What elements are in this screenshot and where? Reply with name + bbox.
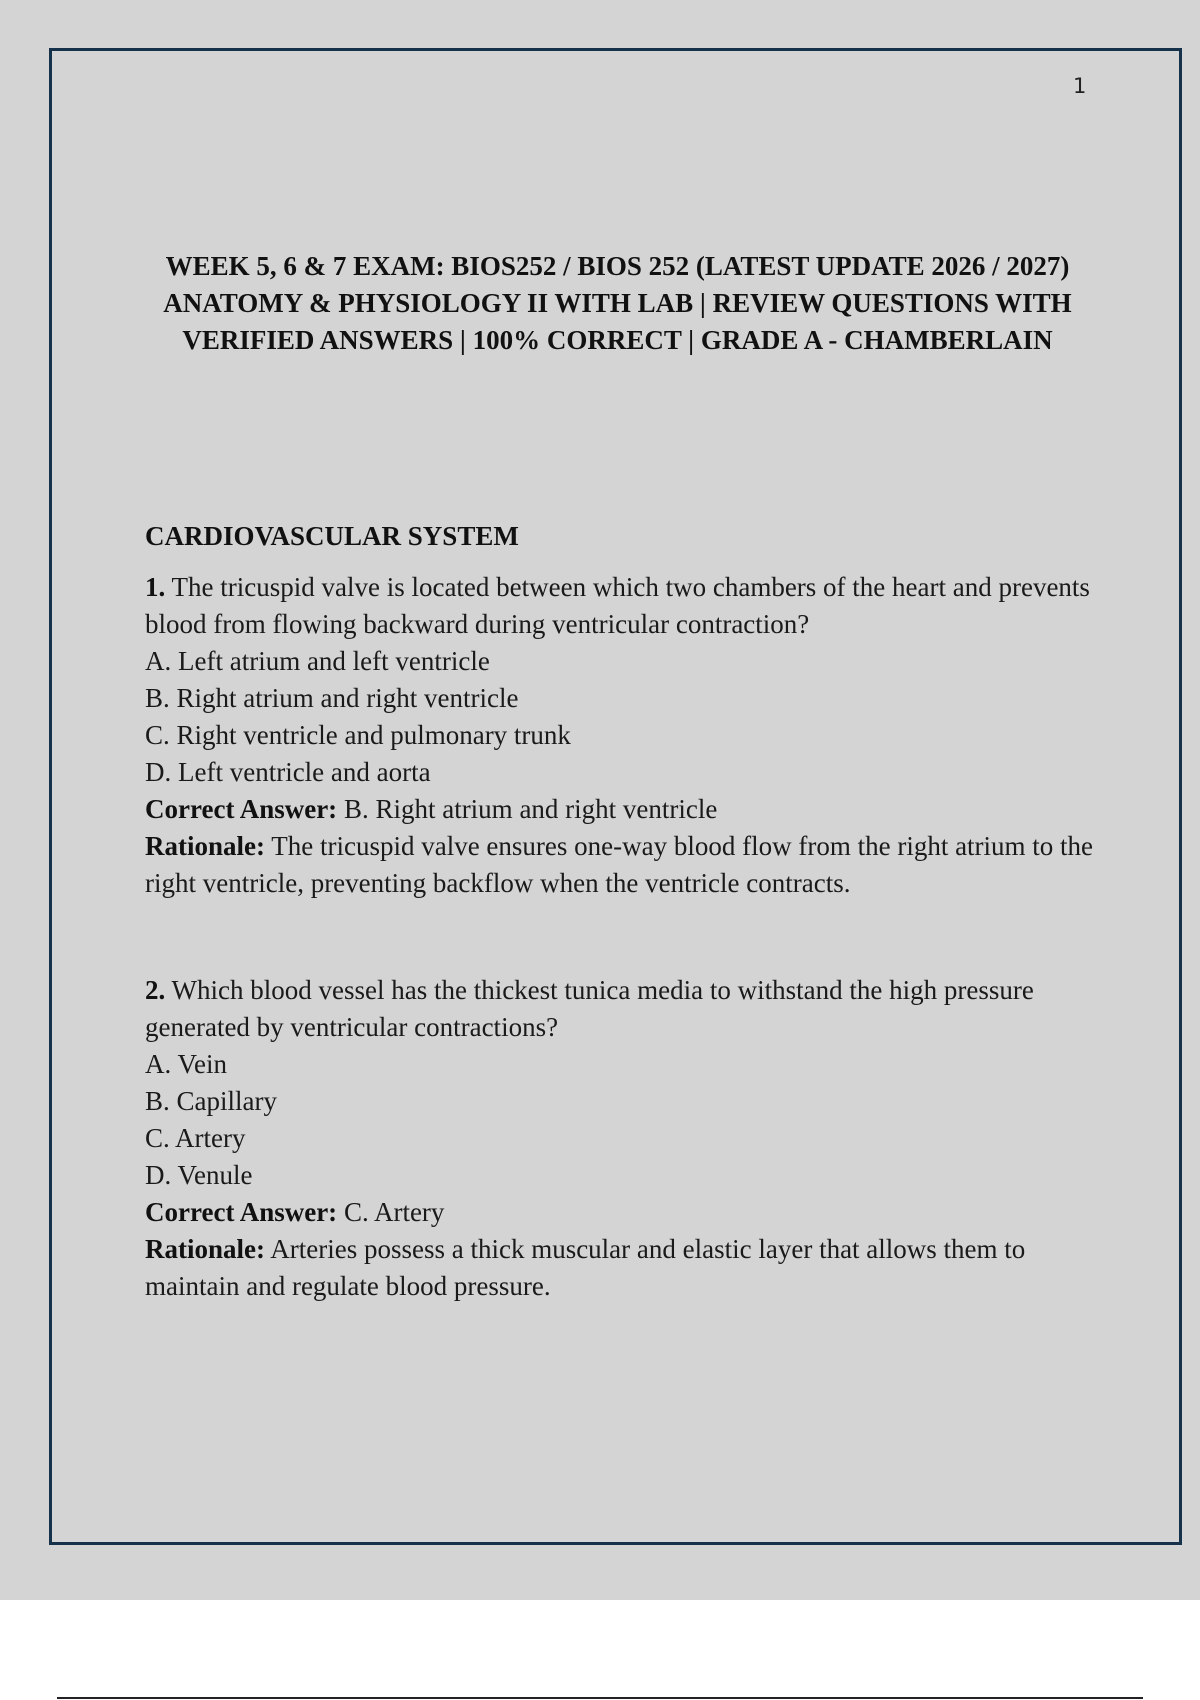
question-1-option-a: A. Left atrium and left ventricle [145,646,490,676]
question-2-rationale-text: Arteries possess a thick muscular and elastic layer that allows them to maintain and regulate blood pressure. [145,1234,1026,1301]
rationale-label: Rationale: [145,831,265,861]
correct-answer-label: Correct Answer: [145,1197,338,1227]
question-2-option-c: C. Artery [145,1123,246,1153]
question-1-answer-value: B. Right atrium and right ventricle [343,794,718,824]
question-1-rationale-text: The tricuspid valve ensures one-way blood flow from the right atrium to the right ventricle, preventing backflow when the ventricle contracts. [145,831,1094,898]
page-number: 1 [1073,74,1087,98]
question-1-stem [145,569,1100,643]
question-1-number: 1. [145,572,166,602]
question-1-text: The tricuspid valve is located between which two chambers of the heart and prevents blood from flowing backward during ventricular contraction? [145,572,1090,639]
question-1-rationale [145,828,1100,902]
question-1-option-c: C. Right ventricle and pulmonary trunk [145,720,571,750]
question-2-option-b: B. Capillary [145,1086,277,1116]
question-1-option-d: D. Left ventricle and aorta [145,757,431,787]
question-2-answer-value: C. Artery [343,1197,445,1227]
question-2-text: Which blood vessel has the thickest tunica media to withstand the high pressure generated by ventricular contractions? [145,975,1034,1042]
question-2-rationale [145,1231,1100,1305]
question-2-number: 2. [145,975,166,1005]
question-2-option-a: A. Vein [145,1049,228,1079]
section-heading: CARDIOVASCULAR SYSTEM [145,521,519,551]
question-1-correct-answer [145,791,1100,828]
correct-answer-label: Correct Answer: [145,794,338,824]
question-2-option-d: D. Venule [145,1160,253,1190]
rationale-label: Rationale: [145,1234,265,1264]
footer-divider [57,1697,1143,1699]
document-title: WEEK 5, 6 & 7 EXAM: BIOS252 / BIOS 252 (LATEST UPDATE 2026 / 2027) ANATOMY & PHYSIOLOGY II WITH LAB | REVIEW QUESTIONS WITH VERIFIED ANSWERS | 100% CORRECT | GRADE A - CHAMBERLAIN [163,251,1072,355]
question-2 [145,972,1100,1305]
question-2-stem [145,972,1100,1046]
question-2-correct-answer [145,1194,1100,1231]
question-1-option-b: B. Right atrium and right ventricle [145,683,519,713]
document-body [145,518,1100,1305]
question-1 [145,569,1100,902]
